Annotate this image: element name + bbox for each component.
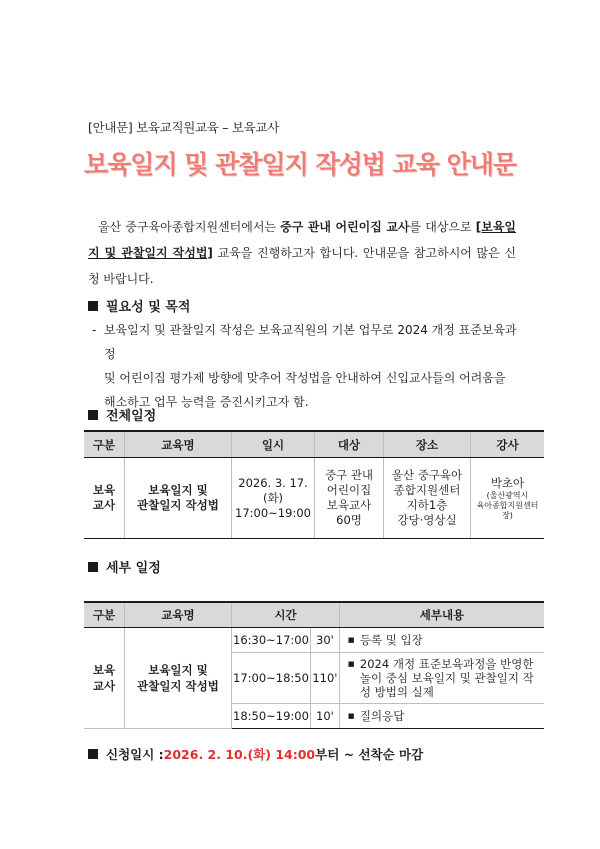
minutes-cell: 10' [310, 704, 339, 729]
table-row [84, 628, 544, 653]
overall-schedule-table [84, 430, 544, 539]
schedule-heading [88, 405, 156, 424]
content-cell: ■ 2024 개정 표준보육과정을 반영한 놀이 중심 보육일지 및 관찰일지 작성 방법의 실제 [339, 653, 544, 704]
minutes-cell: 110' [310, 653, 339, 704]
col-place: 장소 [384, 431, 471, 458]
time-cell: 16:30~17:00 [232, 628, 311, 653]
intro-course-highlight: [보육일지 및 관찰일지 작성법] [88, 220, 517, 260]
lecturer-name: 박초아 [490, 475, 525, 490]
category-cell: 보육 교사 [84, 458, 125, 539]
time-cell: 17:00~18:50 [232, 653, 311, 704]
content-cell: ■ 등록 및 입장 [339, 628, 544, 653]
time-cell: 18:50~19:00 [232, 704, 311, 729]
col-target: 대상 [315, 431, 384, 458]
course-cell: 보육일지 및 관찰일지 작성법 [125, 458, 232, 539]
square-bullet-icon: ■ [347, 636, 355, 644]
col-lecturer: 강사 [471, 431, 545, 458]
page-title: 보육일지 및 관찰일지 작성법 교육 안내문 [84, 150, 517, 179]
purpose-line-1: 보육일지 및 관찰일지 작성은 보육교직원의 기본 업무로 2024 개정 표준보육과정 [104, 323, 517, 361]
deadline-suffix: 부터 ~ 선착순 마감 [315, 747, 424, 762]
detail-schedule-table [84, 601, 544, 729]
square-bullet-icon: ■ [347, 660, 355, 668]
minutes-cell: 30' [310, 628, 339, 653]
square-bullet-icon [88, 410, 98, 420]
dash-bullet: - [92, 323, 97, 337]
square-bullet-icon [88, 562, 98, 572]
place-cell: 울산 중구육아 종합지원센터 지하1층 강당·영상실 [384, 458, 471, 539]
col-category: 구분 [84, 431, 125, 458]
table-row [84, 458, 544, 539]
application-deadline [88, 745, 423, 763]
datetime-cell: 2026. 3. 17.(화) 17:00~19:00 [232, 458, 315, 539]
intro-target-highlight: 중구 관내 어린이집 교사 [280, 220, 410, 234]
deadline-date: 2026. 2. 10.(화) 14:00 [163, 747, 316, 762]
document-header: [안내문] 보육교직원교육 – 보육교사 [88, 120, 279, 135]
square-bullet-icon [88, 301, 98, 311]
detail-heading [88, 557, 161, 576]
content-cell: ■ 질의응답 [339, 704, 544, 729]
lecturer-note: (울산광역시 [486, 490, 529, 500]
intro-text-2: 를 대상으로 [409, 220, 476, 234]
target-cell: 중구 관내 어린이집 보육교사 60명 [315, 458, 384, 539]
purpose-line-3: 해소하고 업무 능력을 증진시키고자 함. [104, 395, 309, 409]
col-content: 세부내용 [339, 602, 544, 628]
square-bullet-icon: ■ [347, 712, 355, 720]
col-datetime: 일시 [232, 431, 315, 458]
col-category: 구분 [84, 602, 125, 628]
intro-paragraph [88, 214, 516, 292]
purpose-line-2: 및 어린이집 평가제 방향에 맞추어 작성법을 안내하여 신입교사들의 어려움을 [104, 371, 506, 385]
col-course: 교육명 [125, 431, 232, 458]
detail-heading-text: 세부 일정 [106, 561, 161, 576]
col-time: 시간 [232, 602, 340, 628]
intro-text-1: 울산 중구육아종합지원센터에서는 [98, 220, 281, 234]
course-cell: 보육일지 및 관찰일지 작성법 [125, 628, 232, 729]
col-course: 교육명 [125, 602, 232, 628]
square-bullet-icon [88, 749, 98, 759]
intro-text-3: 교육을 진행하고자 합니다. 안내문을 참고하시어 많은 신청 바랍니다. [88, 246, 516, 286]
purpose-heading [88, 296, 190, 315]
category-cell: 보육 교사 [84, 628, 125, 729]
schedule-heading-text: 전체일정 [106, 409, 157, 424]
purpose-heading-text: 필요성 및 목적 [106, 300, 191, 315]
purpose-body [92, 318, 518, 414]
deadline-label: 신청일시 : [106, 747, 164, 762]
lecturer-cell: 박초아 (울산광역시 육아종합지원센터장) [471, 458, 545, 539]
